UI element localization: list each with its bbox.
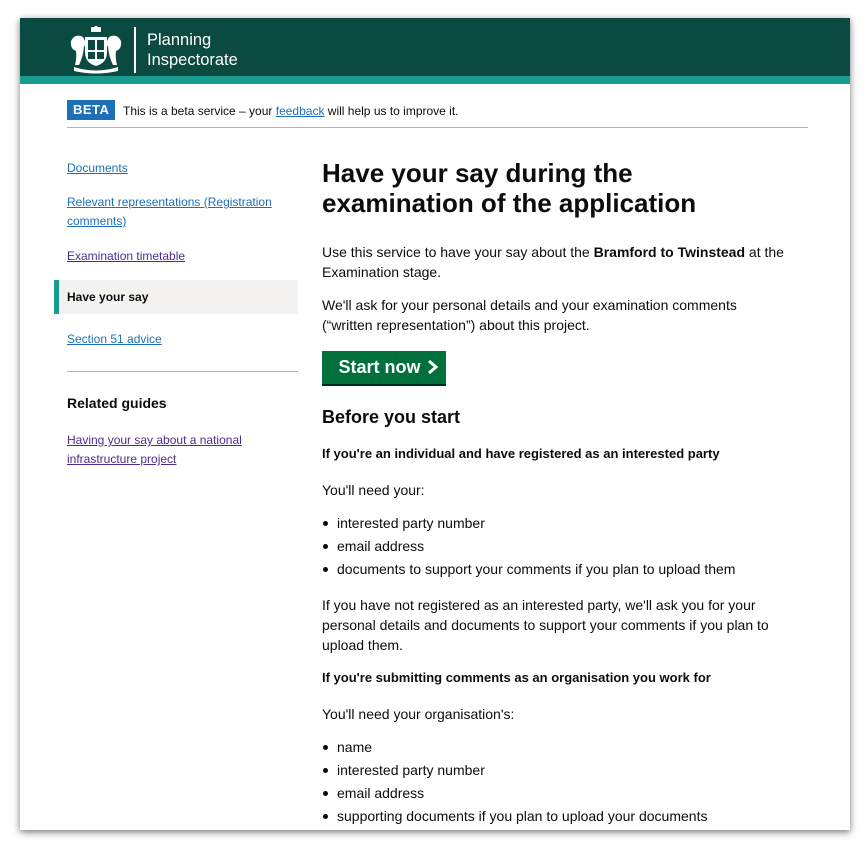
brand-name-line1[interactable]: Planning <box>147 31 212 49</box>
page-title-line2: examination of the application <box>322 188 697 218</box>
nav-link-section-51-advice[interactable]: Section 51 advice <box>67 332 162 346</box>
intro-line2: Examination stage. <box>322 264 442 280</box>
intro-text-after: at the <box>748 244 784 260</box>
start-now-label: Start now <box>338 357 421 377</box>
nav-link-examination-timetable[interactable]: Examination timetable <box>67 249 186 263</box>
ask-paragraph <box>322 295 812 335</box>
beta-text-after: will help us to improve it. <box>327 104 459 118</box>
youll-need-text: You'll need your: <box>322 482 425 498</box>
page-title <box>322 158 696 218</box>
chevron-right-icon <box>427 360 439 374</box>
not-registered-paragraph <box>322 595 812 655</box>
header-divider <box>134 27 136 73</box>
organisation-need-text: You'll need your organisation's: <box>322 706 515 722</box>
brand-name-line2[interactable]: Inspectorate <box>147 51 238 69</box>
site-header <box>20 18 850 84</box>
nav-link-relevant-representations-cont[interactable]: comments) <box>67 214 127 228</box>
not-registered-line1: If you have not registered as an interested party, we'll ask you for your <box>322 597 756 613</box>
page-title-line1: Have your say during the <box>322 158 633 188</box>
related-link-having-your-say-cont[interactable]: infrastructure project <box>67 452 177 466</box>
ask-line1: We'll ask for your personal details and your examination comments <box>322 297 737 313</box>
nav-link-documents[interactable]: Documents <box>67 161 128 175</box>
intro-text-before: Use this service to have your say about the <box>322 244 590 260</box>
ask-line2: (“written representation”) about this project. <box>322 317 590 333</box>
before-you-start-heading: Before you start <box>322 407 461 427</box>
royal-crest-icon <box>66 25 126 75</box>
beta-text-before: This is a beta service – your <box>123 104 273 118</box>
phase-banner <box>67 100 808 128</box>
organisation-heading: If you're submitting comments as an organisation you work for <box>322 670 711 685</box>
related-link-having-your-say[interactable]: Having your say about a national <box>67 433 242 447</box>
nav-divider <box>67 371 298 372</box>
intro-paragraph <box>322 242 812 282</box>
project-name: Bramford to Twinstead <box>593 244 746 260</box>
beta-tag: BETA <box>67 100 115 120</box>
nav-link-relevant-representations[interactable]: Relevant representations (Registration <box>67 195 272 209</box>
not-registered-line3: upload them. <box>322 637 403 653</box>
individual-heading: If you're an individual and have registered as an interested party <box>322 446 720 461</box>
related-guides-heading: Related guides <box>67 395 167 411</box>
nav-item-have-your-say-current[interactable]: Have your say <box>54 280 298 314</box>
start-now-button[interactable] <box>322 351 446 384</box>
beta-message <box>123 103 459 119</box>
not-registered-line2: personal details and documents to support your comments if you plan to <box>322 617 769 633</box>
feedback-link[interactable]: feedback <box>275 104 325 118</box>
browser-page: Planning Inspectorate BETA This is a beta service – your feedback will help us to improve it. Documents Relevant representations (Registration comments) Examination timetable Have your say Section 51 advice Related guides Having your say about a national infrastructure project Have your say during the examination of the application Use this service to have your say about the Bramford to Twinstead at the Examination stage. We'll ask for your personal details and your examination comments (“written representation”) about this project. Start now Before you start If you're an individual and have registered as an interested party You'll need your: interested party number email address documents to support your comments if you plan to upload them If you have not registered as an interested party, we'll ask you for your personal details and documents to support your comments if you plan to upload them. If you're submitting comments as an organisation you work for You'll need your organisation's: name interested party number email address supporting documents if you plan to upload your documents <box>20 18 850 830</box>
